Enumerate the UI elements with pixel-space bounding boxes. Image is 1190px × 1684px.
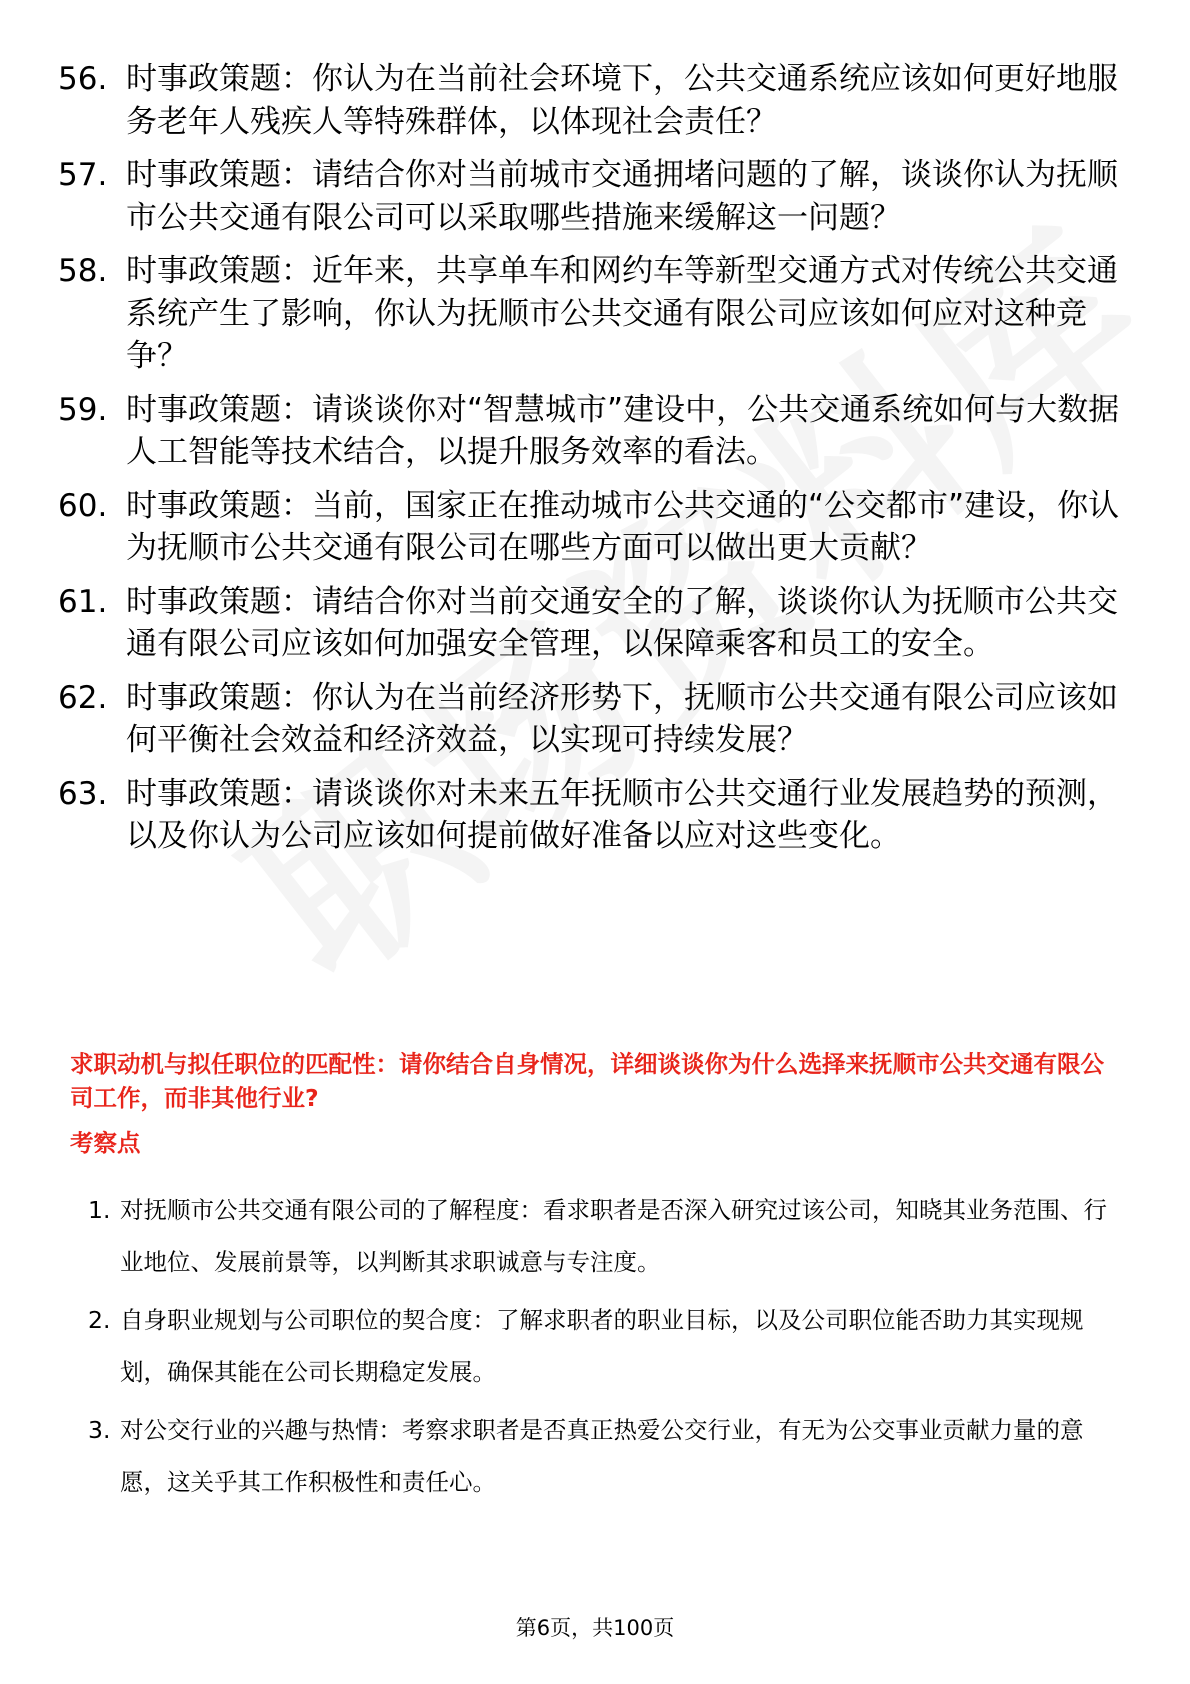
point-number: 3. [88,1416,111,1444]
point-number: 2. [88,1306,111,1334]
question-number: 57. [58,157,108,193]
section-title: 求职动机与拟任职位的匹配性：请你结合自身情况，详细谈谈你为什么选择来抚顺市公共交通有限公司工作，而非其他行业? [70,1050,1104,1112]
question-text: 时事政策题：请结合你对当前交通安全的了解，谈谈你认为抚顺市公共交通有限公司应该如何加强安全管理，以保障乘客和员工的安全。 [126,583,1118,662]
question-item [58,485,1138,570]
question-text: 时事政策题：当前，国家正在推动城市公共交通的“公交都市”建设，你认为抚顺市公共交通有限公司在哪些方面可以做出更大贡献？ [126,487,1120,566]
question-number: 62. [58,679,108,716]
question-number: 56. [58,61,108,97]
page-number: 第6页，共100页 [515,1616,675,1640]
question-number: 58. [58,253,108,289]
question-text: 时事政策题：你认为在当前经济形势下，抚顺市公共交通有限公司应该如何平衡社会效益和经济效益，以实现可持续发展？ [126,679,1118,758]
question-text: 时事政策题：请谈谈你对未来五年抚顺市公共交通行业发展趋势的预测，以及你认为公司应该如何提前做好准备以应对这些变化。 [126,775,1118,854]
question-item [58,58,1138,143]
question-item [58,250,1138,378]
question-text: 时事政策题：你认为在当前社会环境下，公共交通系统应该如何更好地服务老年人残疾人等特殊群体，以体现社会责任？ [126,61,1118,140]
question-text: 时事政策题：请谈谈你对“智慧城市”建设中，公共交通系统如何与大数据人工智能等技术结合，以提升服务效率的看法。 [126,391,1120,470]
point-text: 自身职业规划与公司职位的契合度：了解求职者的职业目标，以及公司职位能否助力其实现规划，确保其能在公司长期稳定发展。 [120,1306,1084,1386]
question-item [58,154,1138,239]
question-number: 61. [58,583,108,620]
question-number: 63. [58,775,108,812]
question-item [58,773,1138,858]
question-text: 时事政策题：近年来，共享单车和网约车等新型交通方式对传统公共交通系统产生了影响，你认为抚顺市公共交通有限公司应该如何应对这种竞争？ [126,253,1118,374]
assessment-points-list [70,1184,1120,1514]
assessment-point [70,1294,1120,1398]
assessment-point [70,1184,1120,1288]
question-text: 时事政策题：请结合你对当前城市交通拥堵问题的了解，谈谈你认为抚顺市公共交通有限公司可以采取哪些措施来缓解这一问题？ [126,157,1118,236]
question-number: 59. [58,391,108,428]
question-item [58,677,1138,762]
question-list [58,58,1138,869]
question-item [58,581,1138,666]
question-item [58,389,1138,474]
point-text: 对公交行业的兴趣与热情：考察求职者是否真正热爱公交行业，有无为公交事业贡献力量的意愿，这关乎其工作积极性和责任心。 [120,1416,1084,1496]
point-number: 1. [88,1196,111,1224]
question-number: 60. [58,487,108,524]
points-title: 考察点 [70,1129,141,1157]
assessment-point [70,1404,1120,1508]
point-text: 对抚顺市公共交通有限公司的了解程度：看求职者是否深入研究过该公司，知晓其业务范围、行业地位、发展前景等，以判断其求职诚意与专注度。 [120,1196,1107,1276]
